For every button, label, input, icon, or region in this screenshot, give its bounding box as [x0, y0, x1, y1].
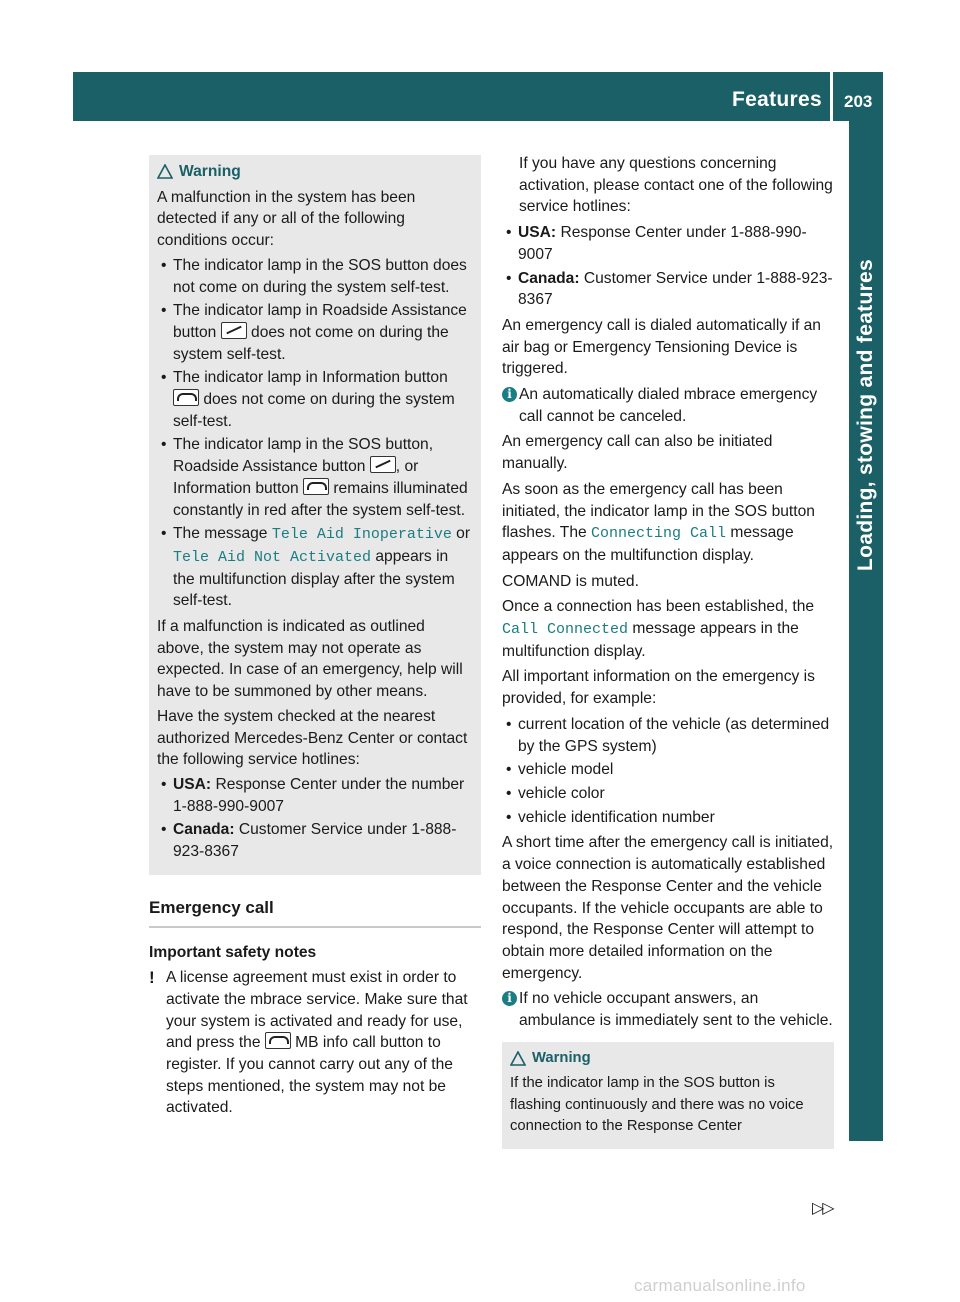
- warning-intro: A malfunction in the system has been detected if any or all of the following conditions occur:: [157, 188, 416, 250]
- list-item: • vehicle identification number: [502, 807, 834, 829]
- list-item: • The indicator lamp in Information button does not come on during the system self-test.: [157, 367, 473, 432]
- continued-arrows-icon: ▷▷: [812, 1200, 833, 1217]
- warning-box: [502, 1042, 834, 1149]
- warning-text: If the indicator lamp in the SOS button is flashing continuously and there was no voice connection to the Response Center: [510, 1075, 804, 1135]
- warning-heading-text: Warning: [532, 1049, 591, 1066]
- warning-paragraph: Have the system checked at the nearest authorized Mercedes-Benz Center or contact the following service hotlines:: [157, 707, 468, 769]
- info-icon: i: [502, 991, 517, 1006]
- information-button-icon: [173, 389, 199, 406]
- display-message: Tele Aid Inoperative: [271, 526, 452, 544]
- warning-heading: [157, 161, 473, 183]
- warning-conditions-list: [157, 255, 473, 612]
- hotline-list: [502, 222, 834, 311]
- list-item: • The indicator lamp in the SOS button does not come on during the system self-test.: [157, 255, 473, 298]
- warning-box: [149, 155, 481, 875]
- roadside-assistance-button-icon: [221, 322, 247, 339]
- paragraph: As soon as the emergency call has been initiated, the indicator lamp in the SOS button flashes. The Connecting Call message appears on the multifunction display.: [502, 480, 815, 564]
- warning-triangle-icon: [510, 1051, 526, 1066]
- list-item: • current location of the vehicle (as determined by the GPS system): [502, 714, 834, 757]
- emergency-info-list: [502, 714, 834, 829]
- paragraph: An emergency call can also be initiated manually.: [502, 433, 773, 473]
- list-item: • Canada: Customer Service under 1-888-923-8367: [157, 819, 473, 862]
- exclamation-icon: !: [149, 968, 155, 988]
- list-item: • USA: Response Center under 1-888-990-9007: [502, 222, 834, 265]
- list-item: • The message Tele Aid Inoperative or Tele Aid Not Activated appears in the multifunction display after the system self-test.: [157, 523, 473, 612]
- paragraph: Once a connection has been established, the Call Connected message appears in the multifunction display.: [502, 598, 815, 660]
- list-item: • The indicator lamp in Roadside Assistance button does not come on during the system self-test.: [157, 300, 473, 365]
- info-note: i If no vehicle occupant answers, an ambulance is immediately sent to the vehicle.: [502, 988, 834, 1031]
- side-tab-label: Loading, stowing and features: [854, 258, 877, 572]
- info-note: i An automatically dialed mbrace emergency call cannot be canceled.: [502, 384, 834, 427]
- right-column: [502, 153, 834, 1149]
- section-title: Emergency call: [149, 897, 481, 928]
- warning-paragraph: If a malfunction is indicated as outlined above, the system may not operate as expected. In case of an emergency, help will have to be summoned by other means.: [157, 618, 463, 701]
- chapter-title: Features: [732, 88, 822, 111]
- header-separator: [830, 72, 833, 121]
- notice-paragraph: ! A license agreement must exist in order to activate the mbrace service. Make sure that your system is activated and ready for use, and press the MB info call button to register. If you cannot carry out any of the steps mentioned, the system may not be activated.: [149, 968, 468, 1117]
- paragraph: If you have any questions concerning activation, please contact one of the following service hotlines:: [519, 155, 833, 216]
- list-item: • vehicle model: [502, 759, 834, 781]
- hotline-list: [157, 774, 473, 863]
- paragraph: COMAND is muted.: [502, 572, 639, 590]
- subheading: Important safety notes: [149, 943, 317, 961]
- left-column: [149, 155, 481, 1123]
- list-item: • vehicle color: [502, 783, 834, 805]
- information-button-icon: [303, 478, 329, 495]
- info-icon: i: [502, 387, 517, 402]
- watermark-logo: carmanualsonline.info: [634, 1276, 806, 1295]
- information-button-icon: [265, 1032, 291, 1049]
- paragraph: All important information on the emergency is provided, for example:: [502, 668, 815, 708]
- display-message: Call Connected: [502, 621, 629, 639]
- paragraph: A short time after the emergency call is initiated, a voice connection is automatically established between the Response Center and the vehicle occupants. If the vehicle occupants are able to respond, the Response Center will attempt to obtain more detailed information on the emergency.: [502, 834, 834, 982]
- warning-heading-text: Warning: [179, 163, 241, 180]
- warning-heading: [510, 1048, 826, 1070]
- list-item: • The indicator lamp in the SOS button, Roadside Assistance button , or Information button remains illuminated constantly in red after the system self-test.: [157, 434, 473, 521]
- warning-triangle-icon: [157, 164, 173, 179]
- list-item: • Canada: Customer Service under 1-888-923-8367: [502, 268, 834, 311]
- display-message: Connecting Call: [591, 525, 727, 543]
- paragraph: An emergency call is dialed automatically if an air bag or Emergency Tensioning Device is triggered.: [502, 316, 821, 378]
- list-item: • USA: Response Center under the number 1-888-990-9007: [157, 774, 473, 817]
- page-number: 203: [844, 92, 873, 111]
- roadside-assistance-button-icon: [370, 456, 396, 473]
- display-message: Tele Aid Not Activated: [173, 548, 372, 566]
